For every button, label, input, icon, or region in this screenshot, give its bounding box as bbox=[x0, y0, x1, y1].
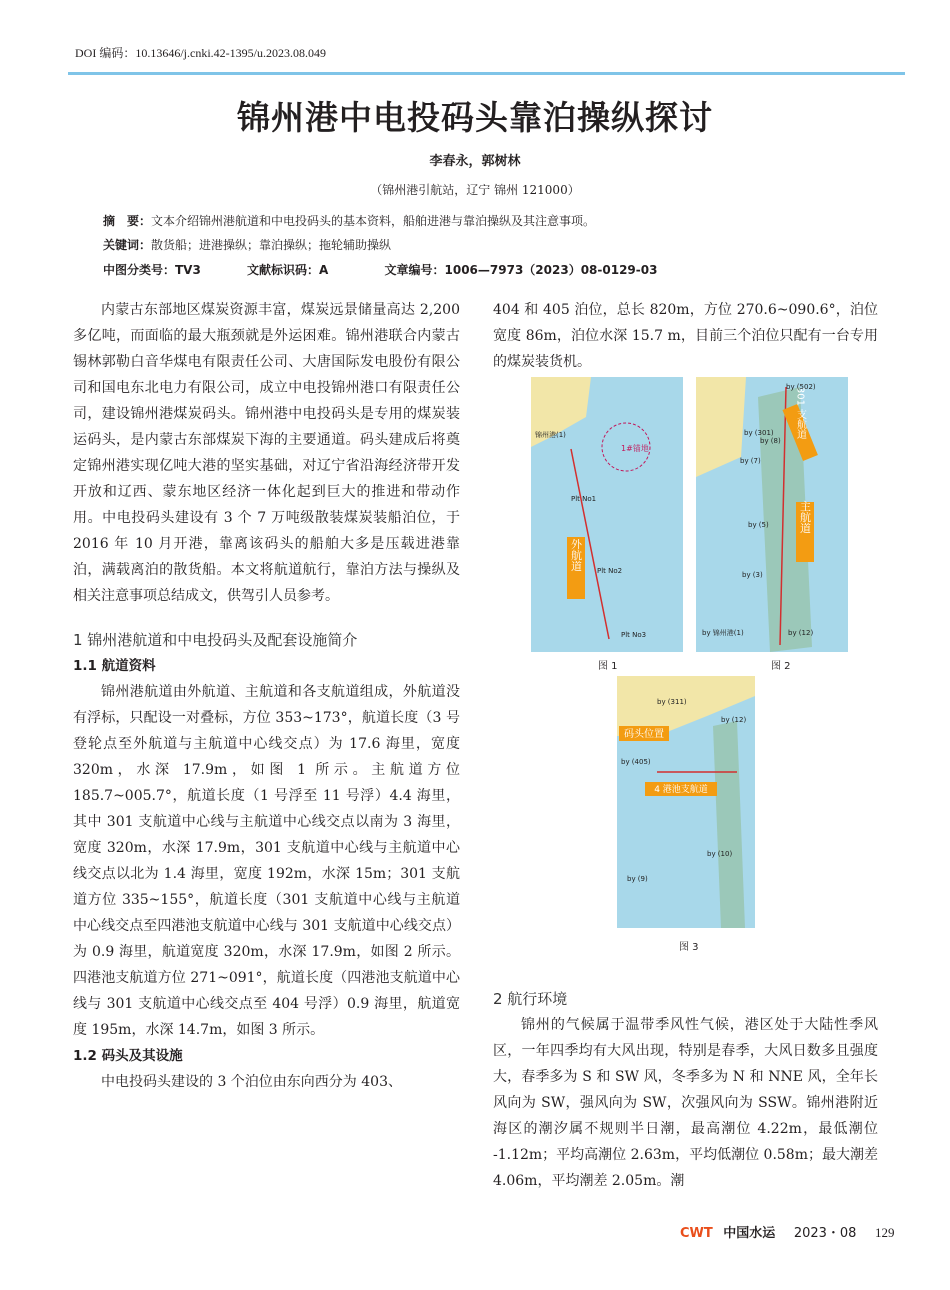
abstract bbox=[103, 212, 595, 229]
section-1-2-text-b: 404 和 405 泊位，总长 820m，方位 270.6~090.6°，泊位宽度 86m，泊位水深 15.7 m，目前三个泊位只配有一台专用的煤炭装货机。 bbox=[493, 302, 878, 370]
keywords-text: 散货船；进港操纵；靠泊操纵；拖轮辅助操纵 bbox=[151, 238, 392, 252]
paper-title: 锦州港中电投码头靠泊操纵探讨 bbox=[237, 98, 713, 137]
outer-channel-label: 外航道 bbox=[569, 538, 583, 572]
doc-code: 文献标识码：A bbox=[247, 263, 329, 277]
berth-label: 锦州港(1) bbox=[535, 431, 566, 439]
section-2-text: 锦州的气候属于温带季风性气候，港区处于大陆性季风区，一年四季均有大风出现，特别是春季，大风日数多且强度大，春季多为 S 和 SW 风，冬季多为 N 和 NNE 风，全年长风向为 SW，强风向为 SW，次强风向为 SSW。锦州港附近海区的潮汐属不规则半日潮，最高潮位 4.22m，最低潮位 -1.12m；平均高潮位 2.63m，平均低潮位 0.58m；最大潮差 4.06m，平均潮差 2.05m。潮 bbox=[493, 1017, 878, 1189]
section-1-2-heading: 1.2 码头及其设施 bbox=[73, 1048, 183, 1064]
buoy-10: by (10) bbox=[707, 850, 733, 858]
buoy-12: by (12) bbox=[721, 716, 747, 724]
buoy-3: by (3) bbox=[742, 571, 763, 579]
section-1-1-text: 锦州港航道由外航道、主航道和各支航道组成，外航道没有浮标，只配设一对叠标，方位 353~173°，航道长度（3 号登轮点至外航道与主航道中心线交点）为 17.6 海里，宽度 320m，水深 17.9m，如图 1 所示。主航道方位 185.7~005.7°，航道长度（1 号浮至 11 号浮）4.4 海里，其中 301 支航道中心线与主航道中心线交点以南为 3 海里，宽度 320m，水深 17.9m，301 支航道中心线与主航道中心线交点以北为 1.4 海里，宽度 192m，水深 15m；301 支航道方位 335~155°，航道长度（301 支航道中心线与主航道中心线交点至四港池支航道中心线与 301 支航道中心线交点）为 0.9 海里，航道宽度 320m，水深 17.9m，如图 2 所示。四港池支航道方位 271~091°，航道长度（四港池支航道中心线与 301 支航道中心线交点至 404 号浮）0.9 海里，航道宽度 195m，水深 14.7m，如图 3 所示。 bbox=[73, 684, 460, 1038]
figure-1-chart bbox=[531, 377, 683, 652]
clc-number: 中图分类号：TV3 bbox=[103, 263, 201, 277]
right-column-top bbox=[493, 297, 878, 375]
buoy-12: by (12) bbox=[788, 629, 814, 637]
buoy-7: by (7) bbox=[740, 457, 761, 465]
berth-position-label: 码头位置 bbox=[624, 729, 664, 740]
footer-issue: 2023・08 bbox=[793, 1226, 857, 1241]
keywords bbox=[103, 236, 391, 253]
section-1-1-heading: 1.1 航道资料 bbox=[73, 658, 156, 674]
pilot-station-3: Plt No3 bbox=[621, 631, 647, 639]
pilot-station-1: Plt No1 bbox=[571, 495, 597, 503]
left-column bbox=[73, 297, 460, 1095]
figure-3-caption: 图 3 bbox=[679, 942, 699, 953]
section-2-heading: 2 航行环境 bbox=[493, 990, 568, 1008]
buoy-8: by (8) bbox=[760, 437, 781, 445]
pilot-station-2: Plt No2 bbox=[597, 567, 623, 575]
figure-3-chart bbox=[617, 676, 755, 928]
authors: 李春永，郭树林 bbox=[429, 154, 521, 169]
footer bbox=[680, 1222, 895, 1241]
buoy-405: by (405) bbox=[621, 758, 651, 766]
article-number: 文章编号：1006—7973（2023）08-0129-03 bbox=[384, 263, 658, 277]
figure-2-caption: 图 2 bbox=[771, 661, 791, 672]
figure-1 bbox=[531, 377, 683, 652]
footer-brand-cwt: CWT bbox=[680, 1226, 713, 1241]
buoy-502: by (502) bbox=[786, 383, 816, 391]
buoy-9: by (9) bbox=[627, 875, 648, 883]
buoy-1: by 锦州港(1) bbox=[702, 629, 744, 637]
abstract-label: 摘 要： bbox=[103, 214, 152, 228]
keywords-label: 关键词： bbox=[103, 238, 152, 252]
figure-2 bbox=[696, 377, 848, 652]
buoy-301: by (301) bbox=[744, 429, 774, 437]
intro-paragraph: 内蒙古东部地区煤炭资源丰富，煤炭远景储量高达 2,200 多亿吨，而面临的最大瓶颈就是外运困难。锦州港联合内蒙古锡林郭勒白音华煤电有限责任公司、大唐国际发电股份有限公司和国电东北电力有限公司，成立中电投锦州港口有限责任公司，建设锦州港煤炭码头。锦州港中电投码头是专用的煤炭装运码头，是内蒙古东部煤炭下海的主要通道。码头建成后将奠定锦州港实现亿吨大港的坚实基础，对辽宁省沿海经济带开发开放和辽西、蒙东地区经济一体化起到巨大的推进和带动作用。中电投码头建设有 3 个 7 万吨级散装煤炭装船泊位，于 2016 年 10 月开港，靠离该码头的船舶大多是压载进港靠泊，满载离泊的散货船。本文将航道航行，靠泊方法与操纵及相关注意事项总结成文，供驾引人员参考。 bbox=[73, 302, 460, 604]
doi-line: DOI 编码：10.13646/j.cnki.42-1395/u.2023.08.049 bbox=[75, 46, 326, 60]
basin-4-channel-label: 4 港池支航道 bbox=[654, 785, 708, 795]
buoy-5: by (5) bbox=[748, 521, 769, 529]
figure-3 bbox=[617, 676, 755, 928]
section-1-heading: 1 锦州港航道和中电投码头及配套设施简介 bbox=[73, 631, 358, 649]
figure-1-caption: 图 1 bbox=[598, 661, 618, 672]
header-rule bbox=[68, 72, 905, 75]
branch-301-label: 301 支航道 bbox=[794, 386, 806, 440]
page-number: 129 bbox=[875, 1225, 895, 1240]
anchorage-label: 1#锚地 bbox=[621, 444, 649, 453]
classification bbox=[103, 261, 657, 278]
affiliation: （锦州港引航站，辽宁 锦州 121000） bbox=[370, 183, 580, 197]
footer-brand-name: 中国水运 bbox=[723, 1226, 776, 1241]
abstract-text: 文本介绍锦州港航道和中电投码头的基本资料，船舶进港与靠泊操纵及其注意事项。 bbox=[151, 214, 596, 228]
right-column-bottom bbox=[493, 986, 878, 1194]
section-1-2-text-a: 中电投码头建设的 3 个泊位由东向西分为 403、 bbox=[101, 1074, 402, 1090]
main-channel-label: 主航道 bbox=[798, 500, 812, 534]
figure-2-chart bbox=[696, 377, 848, 652]
buoy-311: by (311) bbox=[657, 698, 687, 706]
